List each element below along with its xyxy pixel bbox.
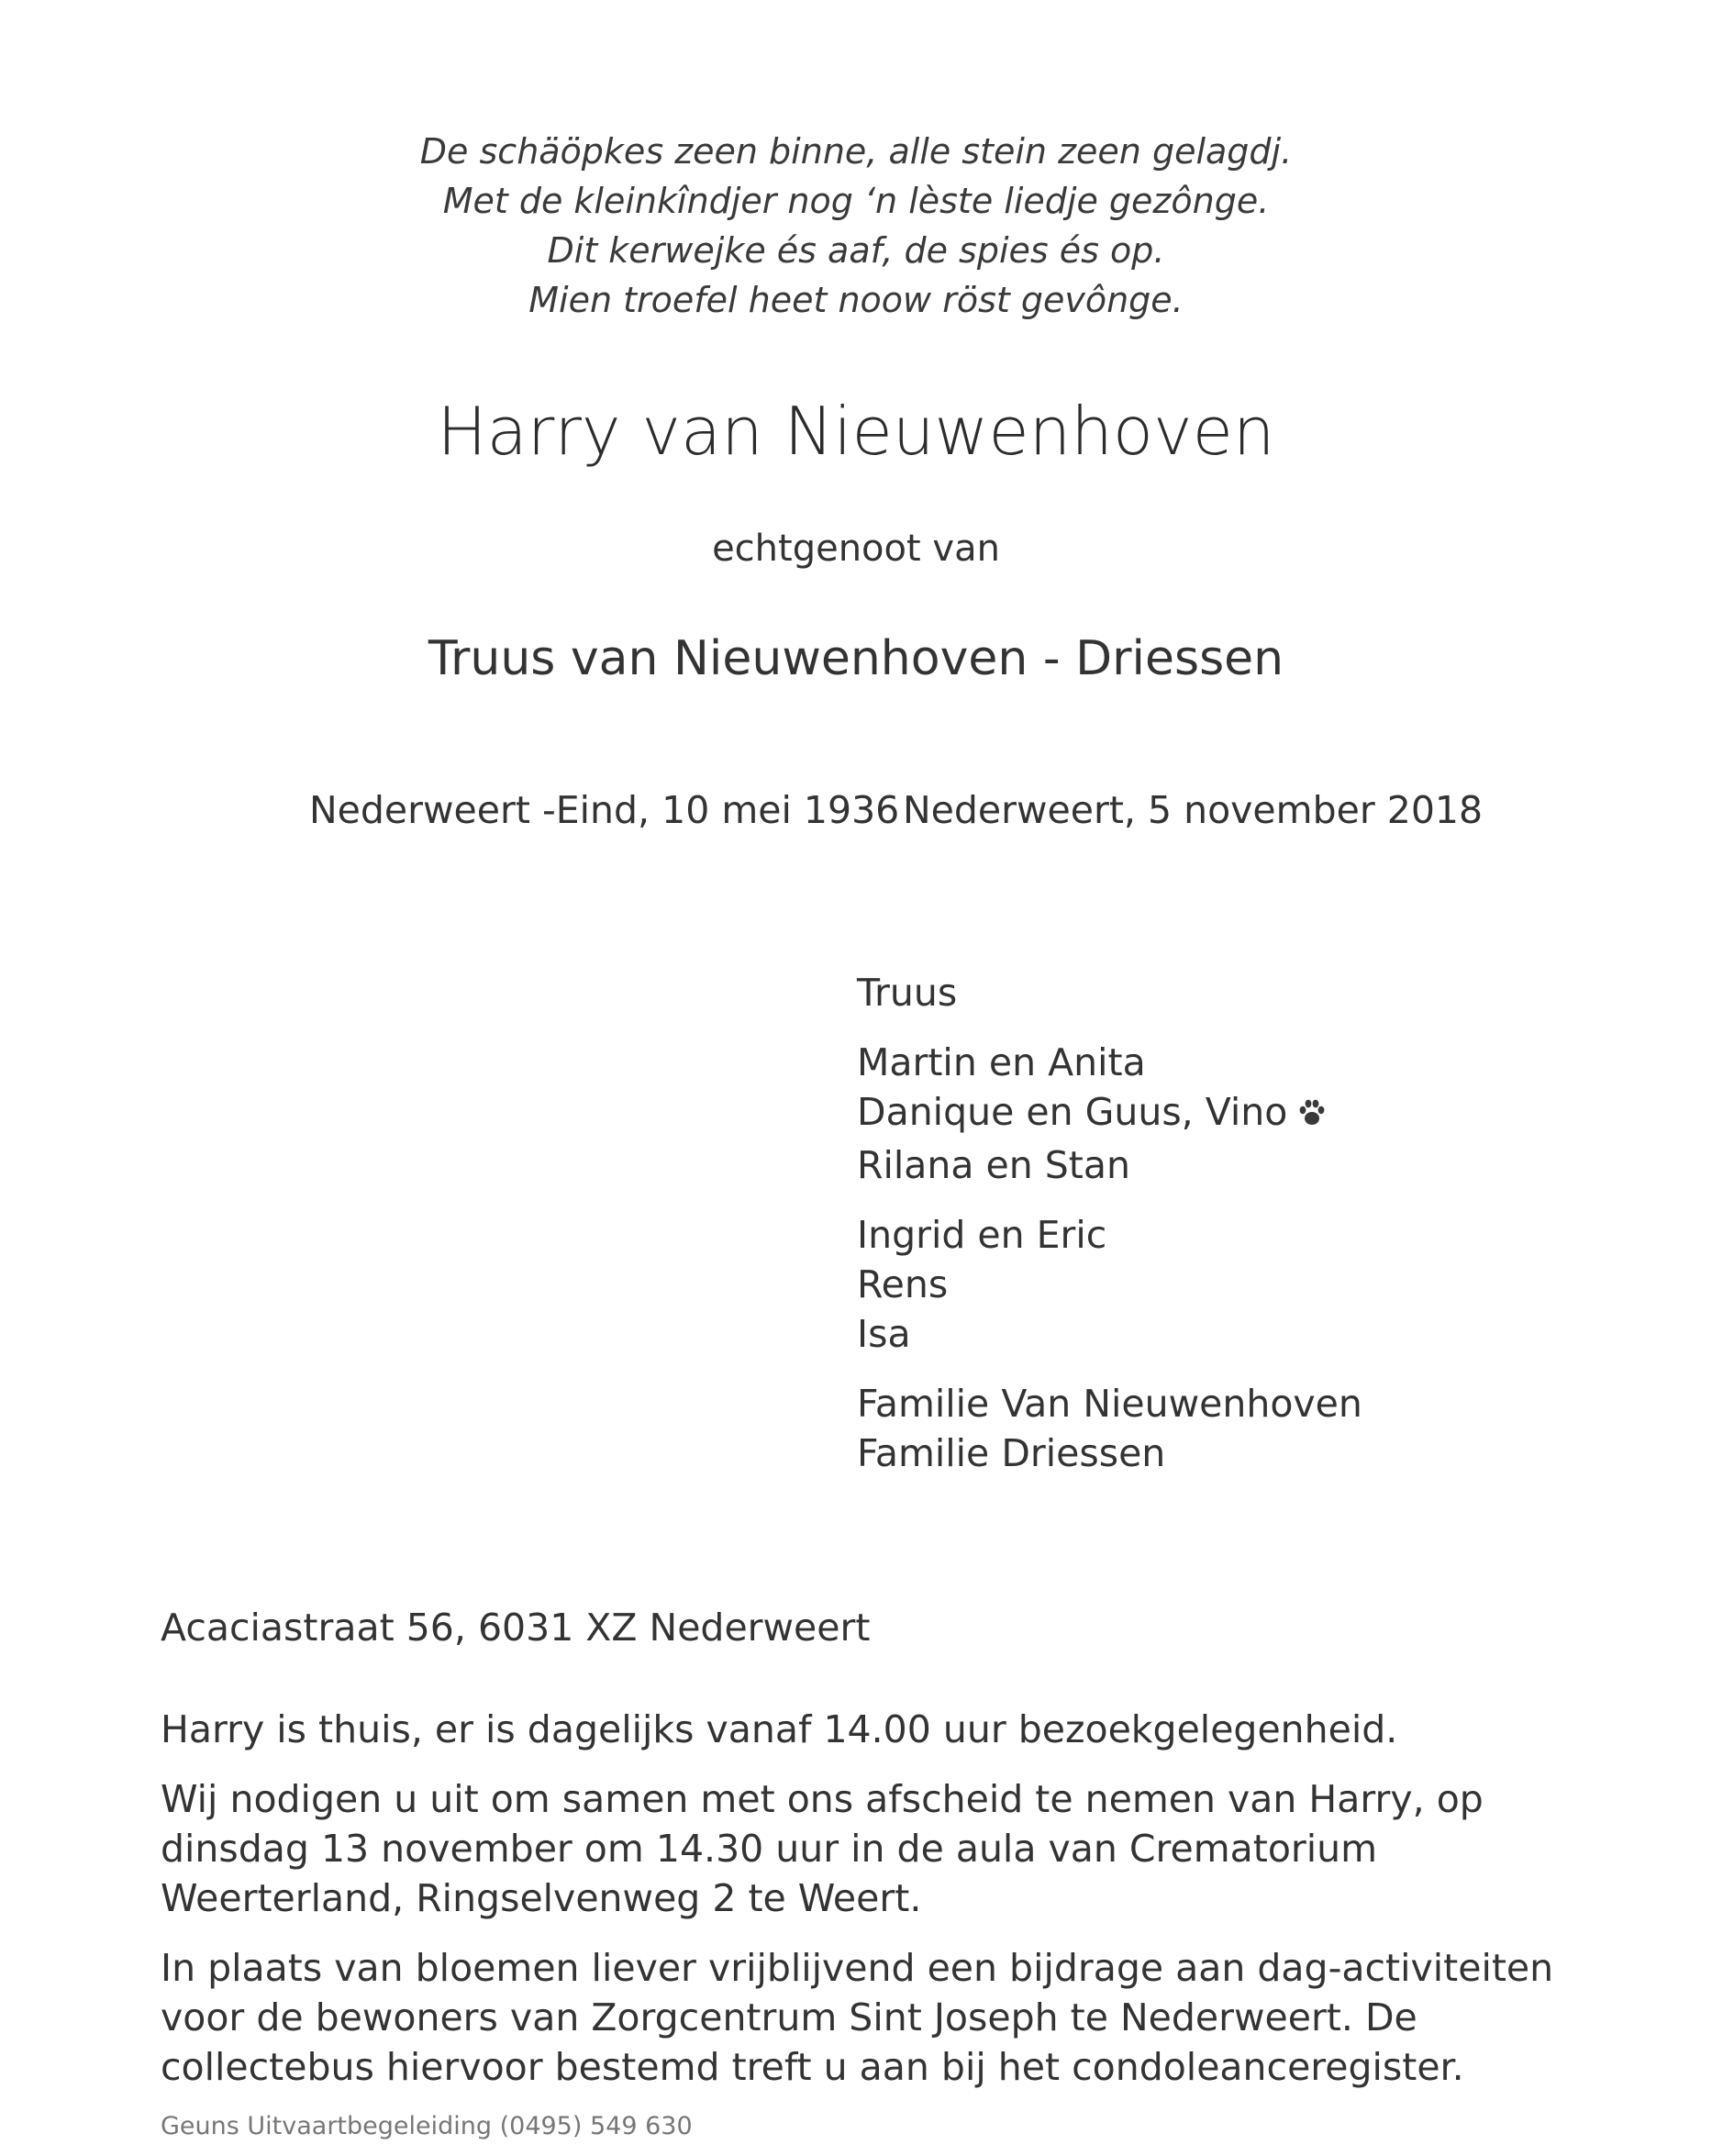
family-group: [857, 1038, 1362, 1190]
spouse-name: Truus van Nieuwenhoven - Driessen: [428, 631, 1284, 686]
notices: [161, 1705, 1555, 2112]
family-group: [857, 1210, 1362, 1359]
family-member: Martin en Anita: [857, 1040, 1146, 1084]
family-member: Isa: [857, 1312, 911, 1356]
donation-notice: In plaats van bloemen liever vrijblijvend een bijdrage aan dag-activiteiten voor de bewoners van Zorgcentrum Sint Joseph te Nederweert. De collectebus hiervoor bestemd treft u aan bij het condoleanceregister.: [161, 1946, 1554, 2089]
family-member: Familie Van Nieuwenhoven: [857, 1382, 1362, 1426]
poem-line: Mien troefel heet noow röst gevônge.: [528, 280, 1184, 320]
death-date: Nederweert, 5 november 2018: [903, 788, 1484, 832]
poem: [0, 127, 1712, 325]
poem-line: Met de kleinkîndjer nog ‘n lèste liedje gezônge.: [442, 181, 1270, 221]
family-member: Familie Driessen: [857, 1431, 1166, 1475]
family-group: [857, 1379, 1362, 1478]
visiting-notice: Harry is thuis, er is dagelijks vanaf 14.00 uur bezoekgelegenheid.: [161, 1707, 1398, 1751]
home-address: Acaciastraat 56, 6031 XZ Nederweert: [161, 1606, 871, 1650]
family-group: [857, 968, 1362, 1017]
family-list: [857, 968, 1362, 1498]
birth-date: Nederweert -Eind, 10 mei 1936: [309, 788, 900, 832]
funeral-director-credit: Geuns Uitvaartbegeleiding (0495) 549 630: [161, 2112, 693, 2140]
poem-line: De schäöpkes zeen binne, alle stein zeen gelagdj.: [419, 131, 1293, 172]
family-member: Rilana en Stan: [857, 1143, 1130, 1187]
family-member: Truus: [857, 971, 958, 1015]
spouse-relation: echtgenoot van: [712, 528, 1000, 570]
poem-line: Dit kerwejke és aaf, de spies és op.: [547, 230, 1165, 271]
family-member: Rens: [857, 1262, 949, 1306]
deceased-name: Harry van Nieuwenhoven: [437, 393, 1275, 470]
family-member: Ingrid en Eric: [857, 1213, 1107, 1257]
paw-print-icon: [1296, 1091, 1328, 1140]
farewell-notice: Wij nodigen u uit om samen met ons afscheid te nemen van Harry, op dinsdag 13 november om 14.30 uur in de aula van Crematorium Weerterland, Ringselvenweg 2 te Weert.: [161, 1777, 1484, 1920]
family-member-with-pet: [857, 1087, 1362, 1140]
family-member-text: Danique en Guus, Vino: [857, 1090, 1288, 1134]
